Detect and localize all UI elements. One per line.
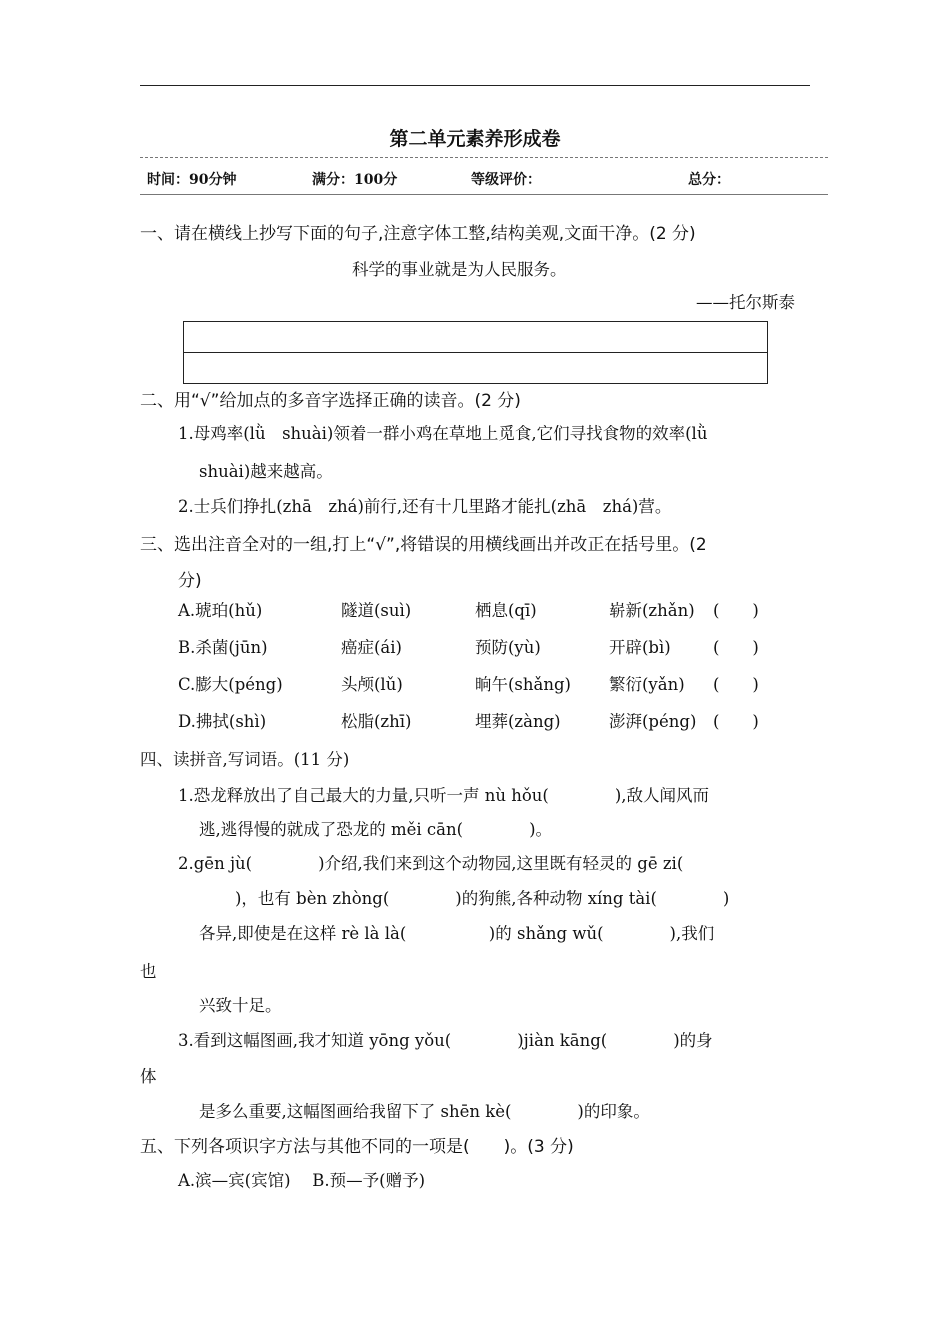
q4-line: )，也有 bèn zhòng( )的狗熊,各种动物 xíng tài( ) bbox=[235, 889, 730, 908]
q3-answer-paren[interactable]: ( ) bbox=[713, 675, 759, 694]
q3-option: 松脂(zhī) bbox=[341, 712, 412, 731]
info-grade: 等级评价： bbox=[471, 172, 541, 188]
q3-option: 繁衍(yǎn) bbox=[609, 675, 685, 694]
q3-option: 头颅(lǔ) bbox=[341, 675, 403, 694]
q3-answer-paren[interactable]: ( ) bbox=[713, 638, 759, 657]
q4-line: 逃,逃得慢的就成了恐龙的 měi cān( )。 bbox=[199, 820, 553, 839]
copy-line-2[interactable] bbox=[183, 352, 768, 384]
dashed-divider bbox=[140, 157, 828, 158]
q4-line: 也 bbox=[140, 962, 157, 981]
q4-line: 2.gēn jù( )介绍,我们来到这个动物园,这里既有轻灵的 gē zi( bbox=[178, 854, 684, 873]
q3-option: 隧道(suì) bbox=[341, 601, 412, 620]
q1-heading: 一、请在横线上抄写下面的句子,注意字体工整,结构美观,文面干净。(2 分) bbox=[140, 224, 696, 244]
q1-sentence: 科学的事业就是为人民服务。 bbox=[352, 260, 567, 279]
page-title: 第二单元素养形成卷 bbox=[389, 128, 561, 150]
q3-option: 晌午(shǎng) bbox=[475, 675, 571, 694]
solid-divider bbox=[140, 194, 828, 195]
q2-heading: 二、用“√”给加点的多音字选择正确的读音。(2 分) bbox=[140, 391, 521, 411]
q3-option: 预防(yù) bbox=[475, 638, 541, 657]
q2-line-2: 2.士兵们挣扎(zhā zhá)前行,还有十几里路才能扎(zhā zhá)营。 bbox=[178, 497, 672, 516]
q1-author: ——托尔斯泰 bbox=[696, 293, 795, 312]
q3-heading-cont: 分) bbox=[178, 571, 202, 591]
q2-line-1a: 1.母鸡率(lǜ shuài)领着一群小鸡在草地上觅食,它们寻找食物的效率(lǜ bbox=[178, 424, 708, 443]
q3-option: 崭新(zhǎn) bbox=[609, 601, 695, 620]
q3-heading: 三、选出注音全对的一组,打上“√”,将错误的用横线画出并改正在括号里。(2 bbox=[140, 535, 707, 555]
copy-line-1[interactable] bbox=[183, 321, 768, 353]
q4-line: 体 bbox=[140, 1067, 157, 1086]
q4-line: 兴致十足。 bbox=[199, 996, 282, 1015]
q3-option: 开辟(bì) bbox=[609, 638, 671, 657]
q3-option: 埋葬(zàng) bbox=[475, 712, 561, 731]
q3-option: A.琥珀(hǔ) bbox=[178, 601, 263, 620]
q3-answer-paren[interactable]: ( ) bbox=[713, 712, 759, 731]
q3-option: 澎湃(péng) bbox=[609, 712, 697, 731]
q4-line: 是多么重要,这幅图画给我留下了 shēn kè( )的印象。 bbox=[199, 1102, 650, 1121]
q3-option: 栖息(qī) bbox=[475, 601, 537, 620]
q4-heading: 四、读拼音,写词语。(11 分) bbox=[140, 750, 350, 769]
q3-answer-paren[interactable]: ( ) bbox=[713, 601, 759, 620]
q4-line: 各异,即使是在这样 rè là là( )的 shǎng wǔ( ),我们 bbox=[199, 924, 715, 943]
q2-line-1b: shuài)越来越高。 bbox=[199, 462, 333, 481]
q5-heading: 五、下列各项识字方法与其他不同的一项是( )。(3 分) bbox=[140, 1137, 574, 1157]
q3-option: C.膨大(péng) bbox=[178, 675, 283, 694]
q3-option: 癌症(ái) bbox=[341, 638, 402, 657]
q3-option: B.杀菌(jūn) bbox=[178, 638, 268, 657]
info-time: 时间：90分钟 bbox=[147, 172, 237, 188]
info-total: 总分： bbox=[688, 172, 730, 188]
top-rule bbox=[140, 85, 810, 86]
q4-line: 3.看到这幅图画,我才知道 yōng yǒu( )jiàn kāng( )的身 bbox=[178, 1031, 713, 1050]
q4-line: 1.恐龙释放出了自己最大的力量,只听一声 nù hǒu( ),敌人闻风而 bbox=[178, 786, 710, 805]
info-full-score: 满分：100分 bbox=[312, 172, 398, 188]
q3-option: D.拂拭(shì) bbox=[178, 712, 267, 731]
q5-options: A.滨—宾(宾馆) B.预—予(赠予) bbox=[178, 1171, 426, 1190]
